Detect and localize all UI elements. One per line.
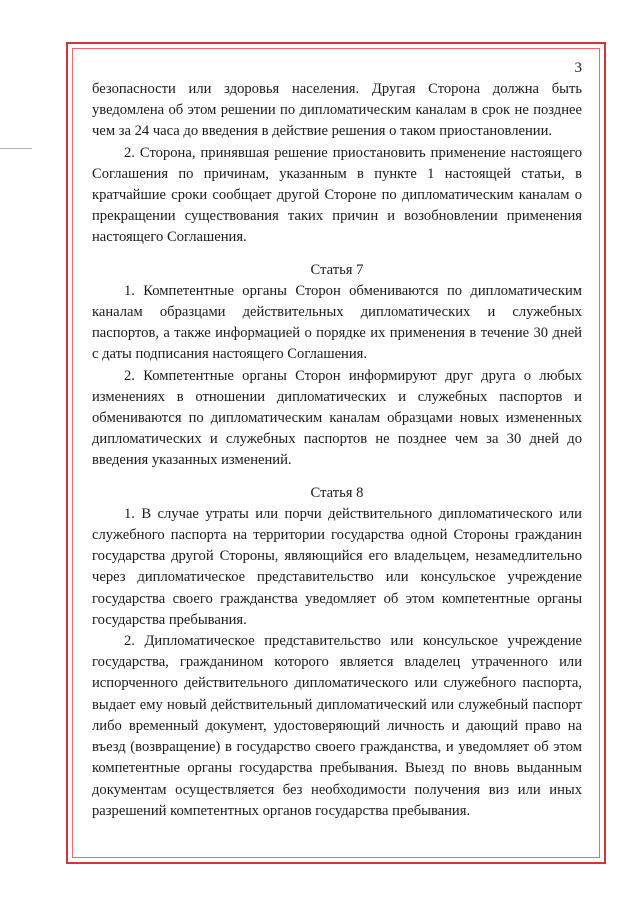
article-8-heading: Статья 8 (310, 484, 364, 501)
spacer (92, 249, 582, 260)
article-7-paragraph-1: 1. Компетентные органы Сторон обмениваются по дипломатическим каналам образцами действительных дипломатических и служебных паспортов, а также информацией о порядке их применения в течение 30 дней с даты подписания настоящего Соглашения. (92, 282, 582, 363)
scan-artifact-line (0, 148, 32, 149)
article-7-heading: Статья 7 (310, 261, 364, 278)
document-body (92, 79, 582, 822)
article-7-paragraph-2: 2. Компетентные органы Сторон информируют друг друга о любых изменениях в отношении дипломатических и служебных паспортов и обмениваются по дипломатическим каналам образцами новых измененных дипломатических и служебных паспортов не позднее чем за 30 дней до введения указанных изменений. (92, 367, 582, 469)
page-number: 3 (574, 60, 582, 76)
paragraph-2: 2. Сторона, принявшая решение приостановить применение настоящего Соглашения по причинам, указанным в пункте 1 настоящей статьи, в кратчайшие сроки сообщает другой Стороне по дипломатическим каналам о прекращении существования таких причин и возобновлении применения настоящего Соглашения. (92, 144, 582, 246)
paragraph-continuation: безопасности или здоровья населения. Другая Сторона должна быть уведомлена об этом решении по дипломатическим каналам в срок не позднее чем за 24 часа до введения в действие решения о таком приостановлении. (92, 81, 582, 140)
spacer (92, 472, 582, 483)
article-8-paragraph-1: 1. В случае утраты или порчи действительного дипломатического или служебного паспорта на территории государства одной Стороны гражданин государства другой Стороны, являющийся его владельцем, незамедлительно через дипломатическое представительство или консульское учреждение государства своего гражданства уведомляет об этом компетентные органы государства пребывания. (92, 505, 582, 628)
article-8-paragraph-2: 2. Дипломатическое представительство или консульское учреждение государства, гражданином которого является владелец утраченного или испорченного действительного дипломатического или служебного паспорта, выдает ему новый действительный дипломатический или служебный паспорт либо временный документ, удостоверяющий личность и дающий право на въезд (возвращение) в государство своего гражданства, и уведомляет об этом компетентные органы государства пребывания. Выезд по вновь выданным документам осуществляется без необходимости получения виз или иных разрешений компетентных органов государства пребывания. (92, 633, 582, 819)
